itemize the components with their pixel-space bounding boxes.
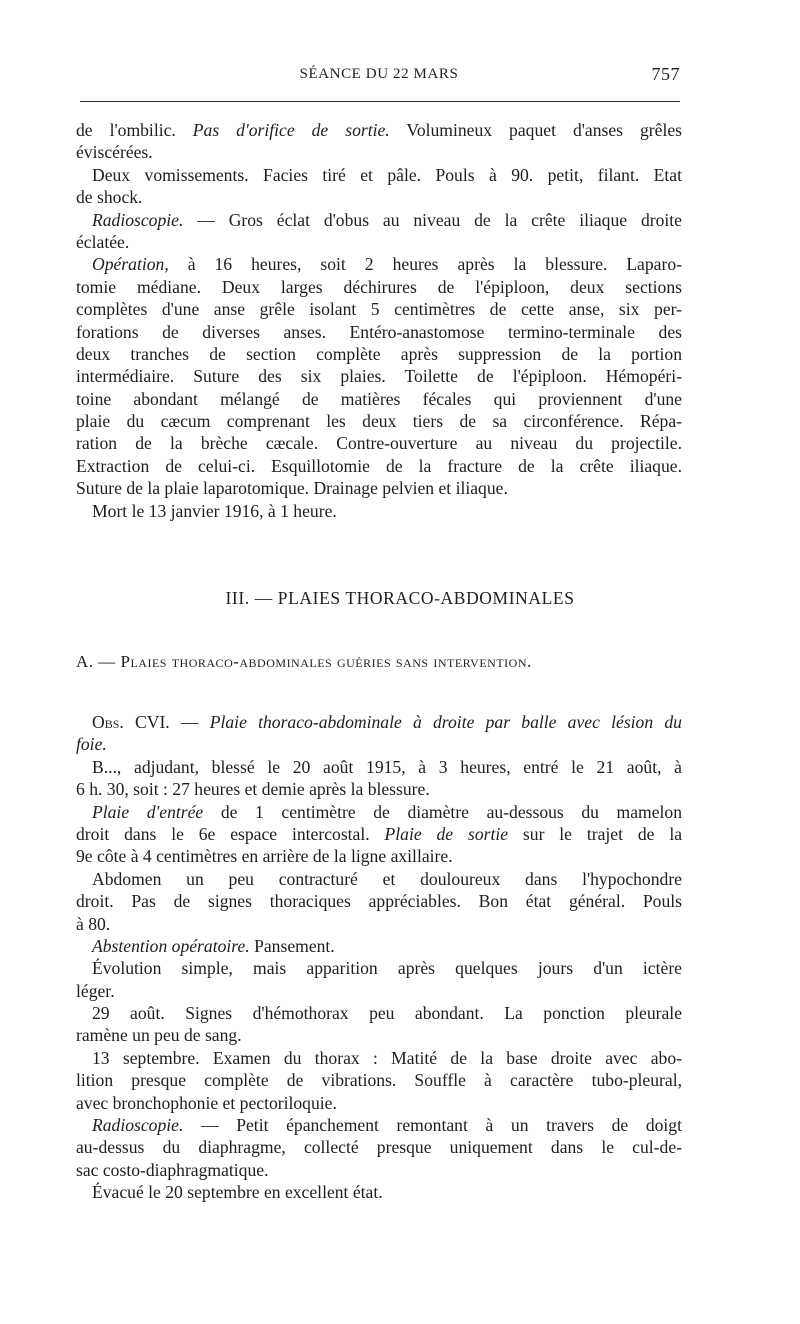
text-line: éclatée. — [76, 231, 130, 252]
page-number: 757 — [651, 64, 680, 84]
text-line — [76, 1114, 682, 1136]
text-line: droit. Pas de signes thoraciques appréciables. Bon état général. Pouls — [76, 891, 682, 912]
running-title: SÉANCE DU 22 MARS — [299, 66, 459, 82]
text-line: plaie du cæcum comprenant les deux tiers de sa circonférence. Répa- — [76, 411, 682, 432]
text-line — [76, 801, 682, 823]
text-run: Volumineux paquet d'anses grêles — [389, 120, 683, 140]
text-line: intermédiaire. Suture des six plaies. Toilette de l'épiploon. Hémopéri- — [76, 366, 682, 387]
text-run: — Petit épanchement remontant à un travers de doigt — [183, 1115, 682, 1136]
text-line: Évacué le 20 septembre en excellent état. — [92, 1182, 383, 1203]
text-run: droit dans le 6e espace intercostal. — [76, 823, 385, 844]
text-line — [76, 711, 682, 733]
text-run: — Gros éclat d'obus au niveau de la crête iliaque droite — [183, 209, 682, 230]
italic-run: Plaie de sortie — [384, 823, 509, 844]
text-line: forations de diverses anses. Entéro-anastomose termino-terminale des — [76, 321, 682, 342]
text-line: ramène un peu de sang. — [76, 1025, 242, 1046]
text-line: Abdomen un peu contracturé et douloureux dans l'hypochondre — [92, 868, 682, 889]
text-line: Deux vomissements. Facies tiré et pâle. Pouls à 90. petit, filant. Etat — [92, 164, 682, 185]
header-rule — [80, 101, 680, 102]
text-line: 6 h. 30, soit : 27 heures et demie après la blessure. — [76, 779, 430, 800]
text-line: B..., adjudant, blessé le 20 août 1915, à 3 heures, entré le 21 août, à — [92, 756, 682, 777]
text-line: complètes d'une anse grêle isolant 5 centimètres de cette anse, six per- — [76, 299, 682, 320]
text-line: à 80. — [76, 913, 111, 934]
text-line: au-dessus du diaphragme, collecté presque uniquement dans le cul-de- — [76, 1137, 682, 1158]
text-line: sac costo-diaphragmatique. — [76, 1159, 269, 1180]
text-line: tomie médiane. Deux larges déchirures de l'épiploon, deux sections — [76, 276, 682, 297]
section-title: III. — PLAIES THORACO-ABDOMINALES — [225, 588, 575, 608]
text-run: sur le trajet de la — [508, 823, 683, 844]
text-line: deux tranches de section complète après suppression de la portion — [76, 343, 682, 364]
subsection-title: A. — Plaies thoraco-abdominales guéries sans intervention. — [76, 652, 532, 671]
text-line: Mort le 13 janvier 1916, à 1 heure. — [92, 500, 337, 521]
text-line: éviscérées. — [76, 142, 153, 163]
observation-cvi — [76, 711, 682, 1204]
text-line: avec bronchophonie et pectoriloquie. — [76, 1092, 337, 1113]
text-line — [76, 823, 682, 845]
text-line: lition presque complète de vibrations. Souffle à caractère tubo-pleural, — [76, 1070, 682, 1091]
text-run: de l'ombilic. — [76, 120, 193, 140]
text-line — [76, 935, 682, 957]
text-line: léger. — [76, 980, 115, 1001]
italic-run: Opération, — [92, 254, 169, 275]
observation-continuation — [76, 119, 682, 522]
running-head — [78, 64, 680, 90]
text-line: Évolution simple, mais apparition après quelques jours d'un ictère — [92, 958, 682, 979]
text-line: de shock. — [76, 187, 143, 208]
italic-run: Radioscopie. — [92, 209, 184, 230]
italic-run: Radioscopie. — [92, 1115, 184, 1136]
text-line: 13 septembre. Examen du thorax : Matité de la base droite avec abo- — [92, 1047, 682, 1068]
text-run: Pansement. — [249, 935, 335, 956]
text-line: 9e côte à 4 centimètres en arrière de la ligne axillaire. — [76, 846, 453, 867]
text-line: ration de la brèche cæcale. Contre-ouverture au niveau du projectile. — [76, 433, 682, 454]
text-line — [76, 253, 682, 275]
text-line: toine abondant mélangé de matières fécales qui proviennent d'une — [76, 388, 682, 409]
text-line: Suture de la plaie laparotomique. Drainage pelvien et iliaque. — [76, 478, 508, 499]
italic-run: Abstention opératoire. — [92, 935, 250, 956]
observation-label: Obs. CVI. — — [92, 712, 210, 732]
text-run: de 1 centimètre de diamètre au-dessous du mamelon — [203, 801, 683, 822]
italic-run: foie. — [76, 734, 107, 755]
text-line: 29 août. Signes d'hémothorax peu abondant. La ponction pleurale — [92, 1003, 682, 1024]
italic-run: Plaie d'entrée — [92, 801, 204, 822]
text-line — [76, 733, 682, 755]
text-run: à 16 heures, soit 2 heures après la blessure. Laparo- — [168, 254, 682, 275]
italic-run: Plaie thoraco-abdominale à droite par balle avec lésion du — [209, 712, 682, 732]
italic-run: Pas d'orifice de sortie. — [192, 120, 390, 140]
text-line — [76, 209, 682, 231]
text-line — [76, 119, 682, 141]
text-line: Extraction de celui-ci. Esquillotomie de la fracture de la crête iliaque. — [76, 455, 682, 476]
